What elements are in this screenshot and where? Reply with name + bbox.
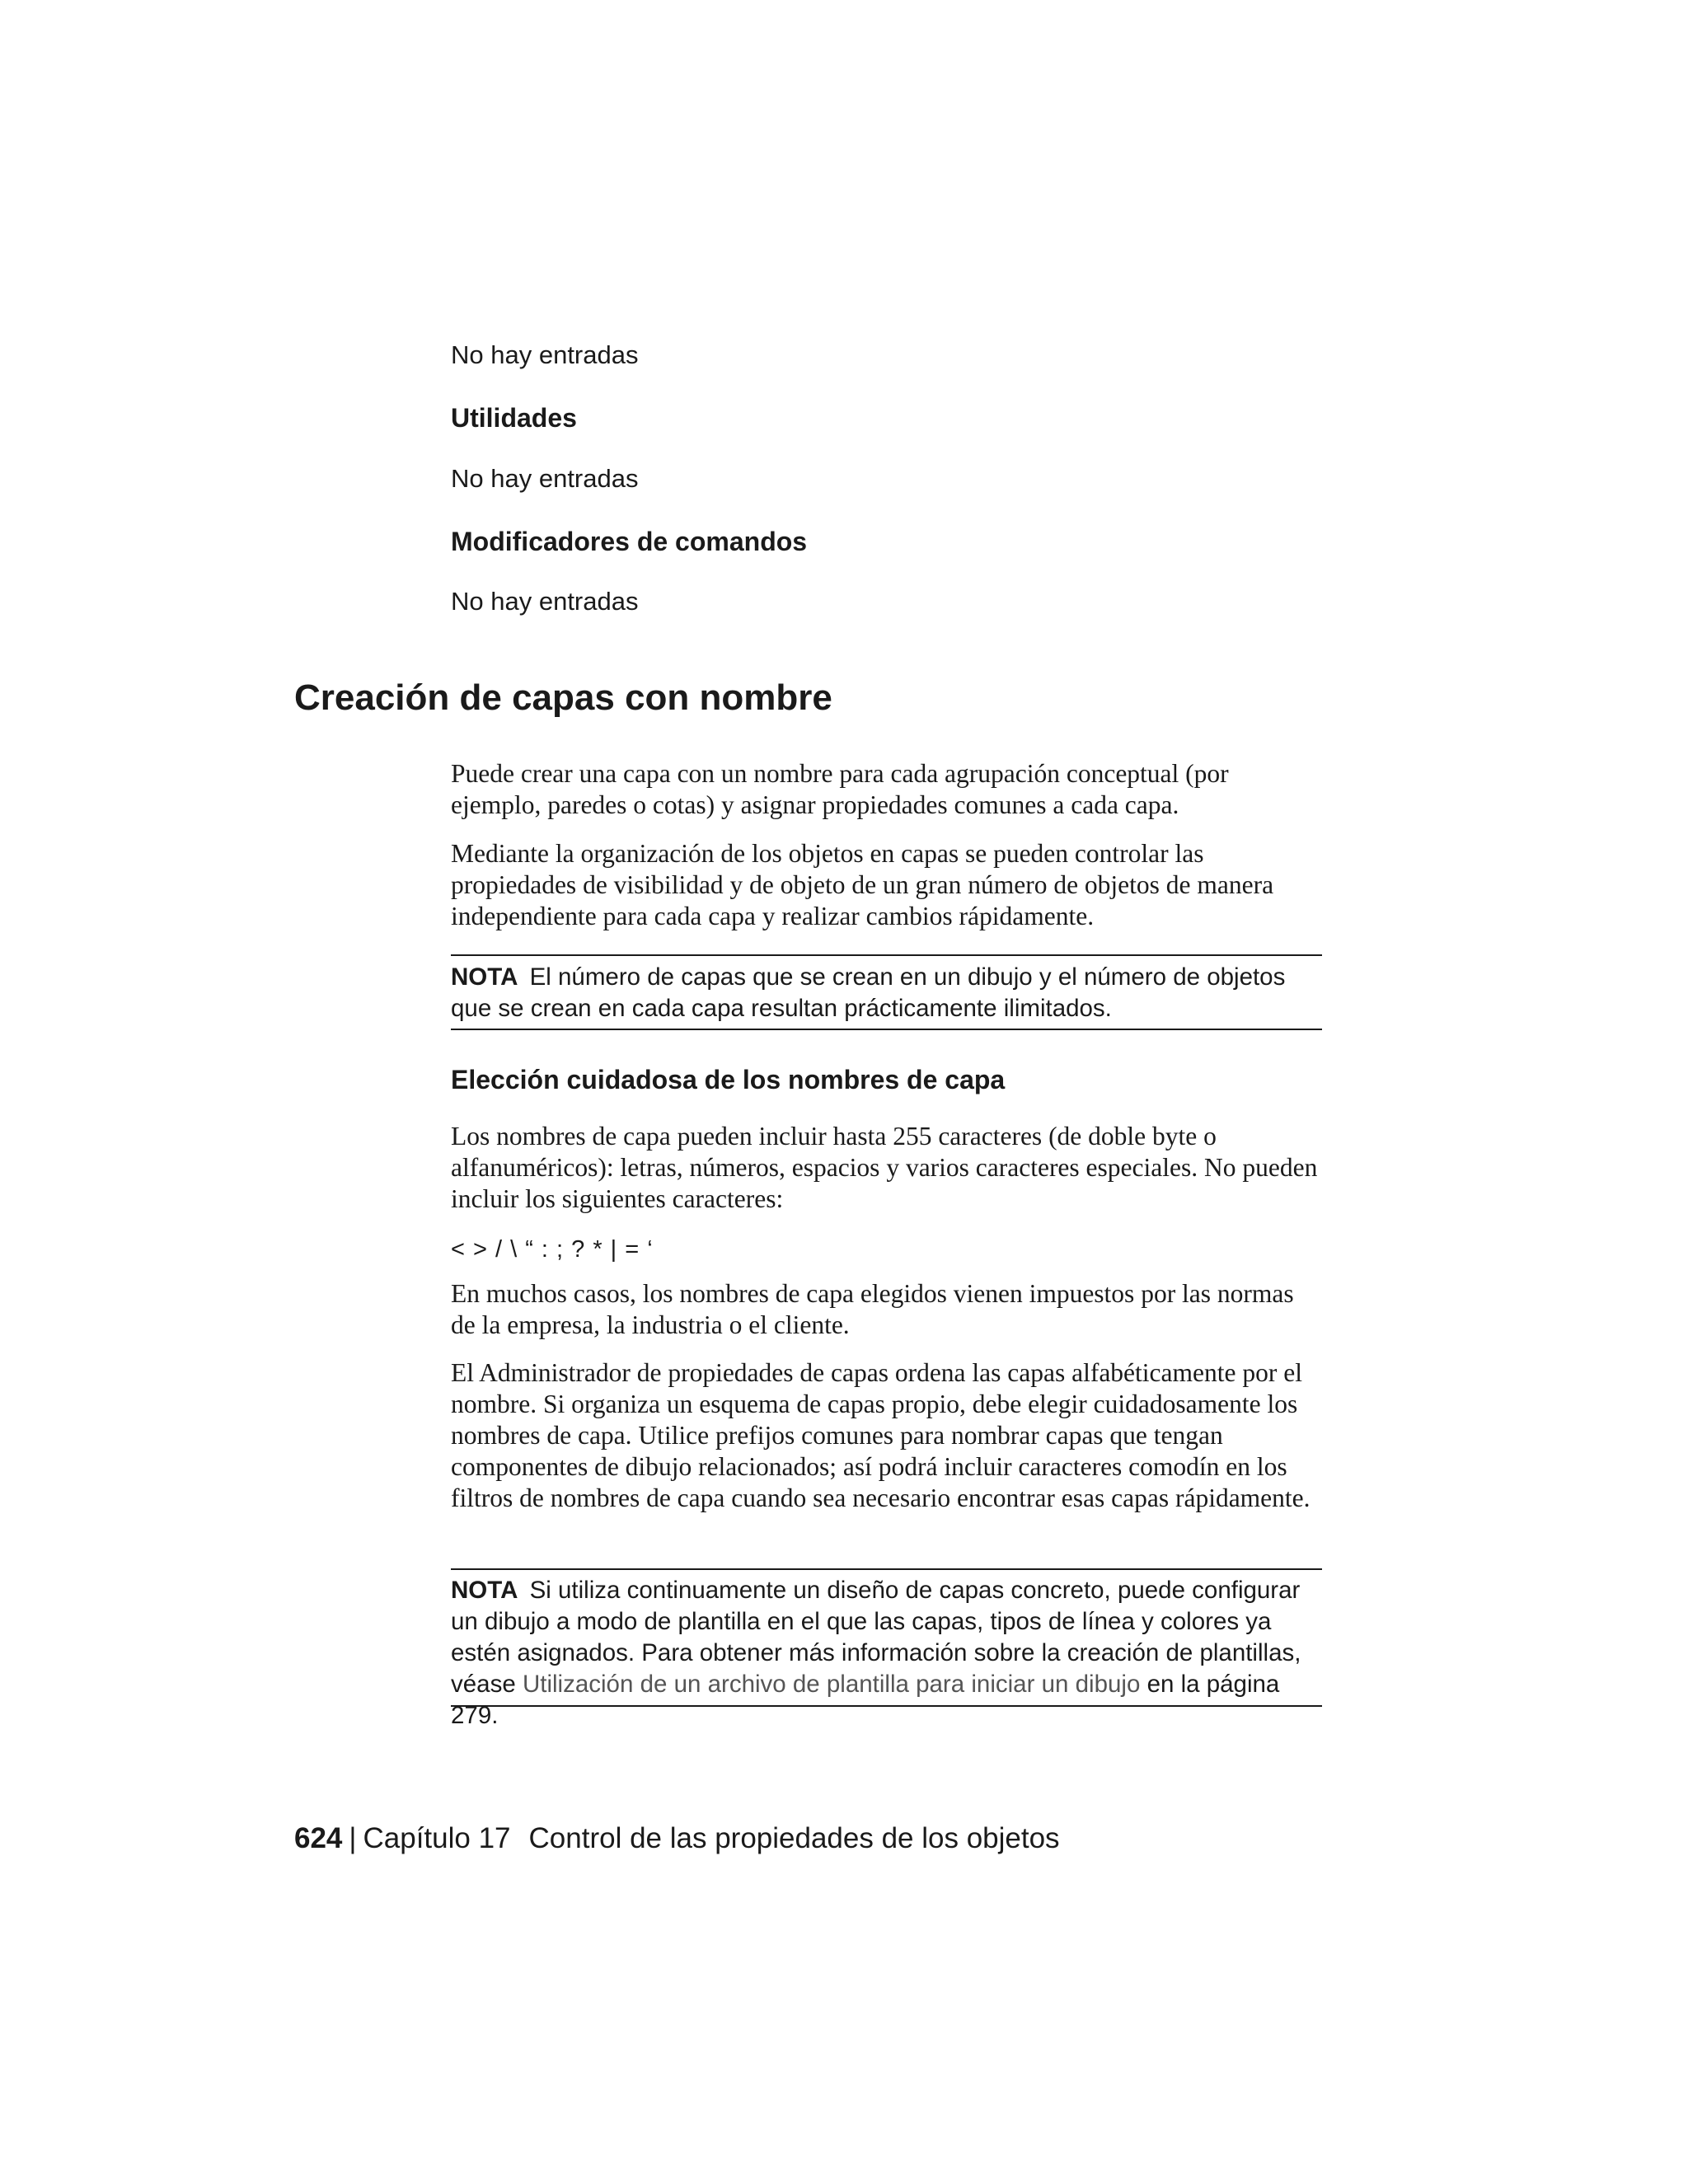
page-title: Creación de capas con nombre: [294, 677, 832, 718]
template-cross-reference-link[interactable]: Utilización de un archivo de plantilla para iniciar un dibujo: [522, 1671, 1141, 1698]
section-heading-modificadores: Modificadores de comandos: [451, 527, 808, 556]
page-reference-text: en la página 279.: [451, 1671, 1280, 1729]
no-entries-text: No hay entradas: [451, 340, 639, 369]
note-label: NOTA: [451, 963, 518, 991]
note-text: El número de capas que se crean en un dibujo y el número de objetos que se crean en cada capa resultan prácticamente ilimitados.: [451, 963, 1286, 1022]
chapter-label: Capítulo 17: [363, 1822, 511, 1854]
layer-names-paragraph: Los nombres de capa pueden incluir hasta 255 caracteres (de doble byte o alfanuméricos): letras, números, espacios y varios caracteres especiales. No pueden incluir los siguientes caracteres:: [451, 1122, 1318, 1213]
note-box: [451, 1575, 1325, 1732]
footer-separator: |: [349, 1822, 357, 1854]
no-entries-text: No hay entradas: [451, 464, 639, 493]
organization-paragraph: Mediante la organización de los objetos en capas se pueden controlar las propiedades de visibilidad y de objeto de un gran número de objetos de manera independiente para cada capa y realizar cambios rápidamente.: [451, 839, 1274, 930]
note-bottom-rule: [451, 1705, 1322, 1707]
note-label: NOTA: [451, 1577, 518, 1604]
page-footer: [294, 1821, 1060, 1856]
note-box: [451, 962, 1325, 1024]
chapter-title: Control de las propiedades de los objetos: [528, 1822, 1060, 1854]
page-number: 624: [294, 1822, 343, 1854]
layer-manager-paragraph: El Administrador de propiedades de capas ordena las capas alfabéticamente por el nombre. Si organiza un esquema de capas propio, debe elegir cuidadosamente los nombres de capa. Utilice prefijos comunes para nombrar capas que tengan componentes de dibujo relacionados; así podrá incluir caracteres comodín en los filtros de nombres de capa cuando sea necesario encontrar esas capas rápidamente.: [451, 1358, 1311, 1512]
note-text: Si utiliza continuamente un diseño de capas concreto, puede configurar un dibujo a modo de plantilla en el que las capas, tipos de línea y colores ya estén asignados. Para obtener más información sobre la creación de plantillas, véase: [451, 1577, 1301, 1698]
intro-paragraph: Puede crear una capa con un nombre para cada agrupación conceptual (por ejemplo, paredes o cotas) y asignar propiedades comunes a cada capa.: [451, 759, 1229, 819]
no-entries-text: No hay entradas: [451, 587, 639, 616]
section-heading-utilidades: Utilidades: [451, 403, 577, 433]
forbidden-characters: < > / \ “ : ; ? * | = ‘: [451, 1236, 654, 1263]
subheading: Elección cuidadosa de los nombres de capa: [451, 1065, 1006, 1094]
note-top-rule: [451, 1568, 1322, 1570]
note-top-rule: [451, 954, 1322, 956]
standards-paragraph: En muchos casos, los nombres de capa elegidos vienen impuestos por las normas de la empresa, la industria o el cliente.: [451, 1279, 1294, 1339]
note-bottom-rule: [451, 1029, 1322, 1030]
